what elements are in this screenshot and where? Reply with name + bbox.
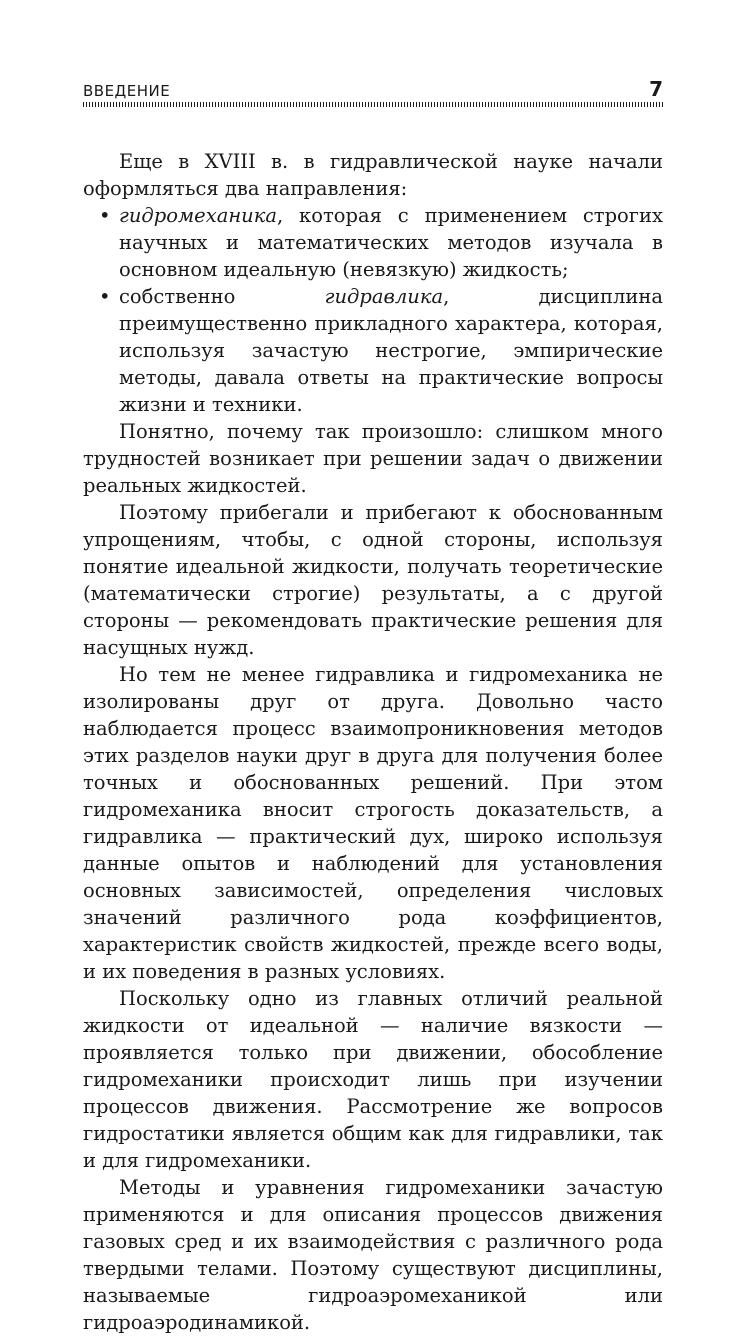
paragraph-5: Поскольку одно из главных отличий реальной жидкости от идеальной — наличие вязкости — проявляется только при движении, обособление гидромеханики происходит лишь при изучении процессов движения. Рассмотрение же вопросов гидростатики является общим как для гидравлики, так и для гидромеханики. [83, 987, 663, 1172]
bullet-list [83, 202, 663, 418]
bullet-item-hydromechanics [83, 202, 663, 283]
page-header [83, 70, 663, 100]
paragraph-4: Но тем не менее гидравлика и гидромеханика не изолированы друг от друга. Довольно часто наблюдается процесс взаимопроникновения методов этих разделов науки друг в друга для получения более точных и обоснованных решений. При этом гидромеханика вносит строгость доказательств, а гидравлика — практический дух, широко используя данные опытов и наблюдений для установления основных зависимостей, определения числовых значений различного рода коэффициентов, характеристик свойств жидкостей, прежде всего воды, и их поведения в разных условиях. [83, 663, 663, 983]
paragraph-6: Методы и уравнения гидромеханики зачастую применяются и для описания процессов движения газовых сред и их взаимодействия с различного рода твердыми телами. Поэтому существуют дисциплины, называемые гидроаэромеханикой или гидроаэродинамикой. [83, 1176, 663, 1334]
bullet-lead-hydraulics: собственно [119, 285, 325, 308]
header-rule [83, 102, 663, 107]
bullet-item-hydraulics [83, 283, 663, 418]
paragraph-3: Поэтому прибегали и прибегают к обоснованным упрощениям, чтобы, с одной стороны, используя понятие идеальной жидкости, получать теоретические (математически строгие) результаты, а с другой стороны — рекомендовать практические решения для насущных нужд. [83, 501, 663, 659]
running-head: ВВЕДЕНИЕ [83, 82, 171, 100]
bullet-text-hydraulics: , дисциплина преимущественно прикладного характера, которая, используя зачастую нестрогие, эмпирические методы, давала ответы на практические вопросы жизни и техники. [119, 285, 663, 416]
book-page [83, 70, 663, 1336]
term-hydromechanics: гидромеханика [119, 204, 277, 227]
paragraph-intro: Еще в XVIII в. в гидравлической науке начали оформляться два направления: [83, 150, 663, 200]
body-text [83, 148, 663, 1336]
paragraph-2: Понятно, почему так произошло: слишком много трудностей возникает при решении задач о движении реальных жидкостей. [83, 420, 663, 497]
term-hydraulics: гидравлика [324, 285, 444, 308]
page-number: 7 [649, 77, 663, 101]
bullet-text-hydromechanics: , которая с применением строгих научных и математических методов изучала в основном идеальную (невязкую) жидкость; [119, 204, 663, 281]
